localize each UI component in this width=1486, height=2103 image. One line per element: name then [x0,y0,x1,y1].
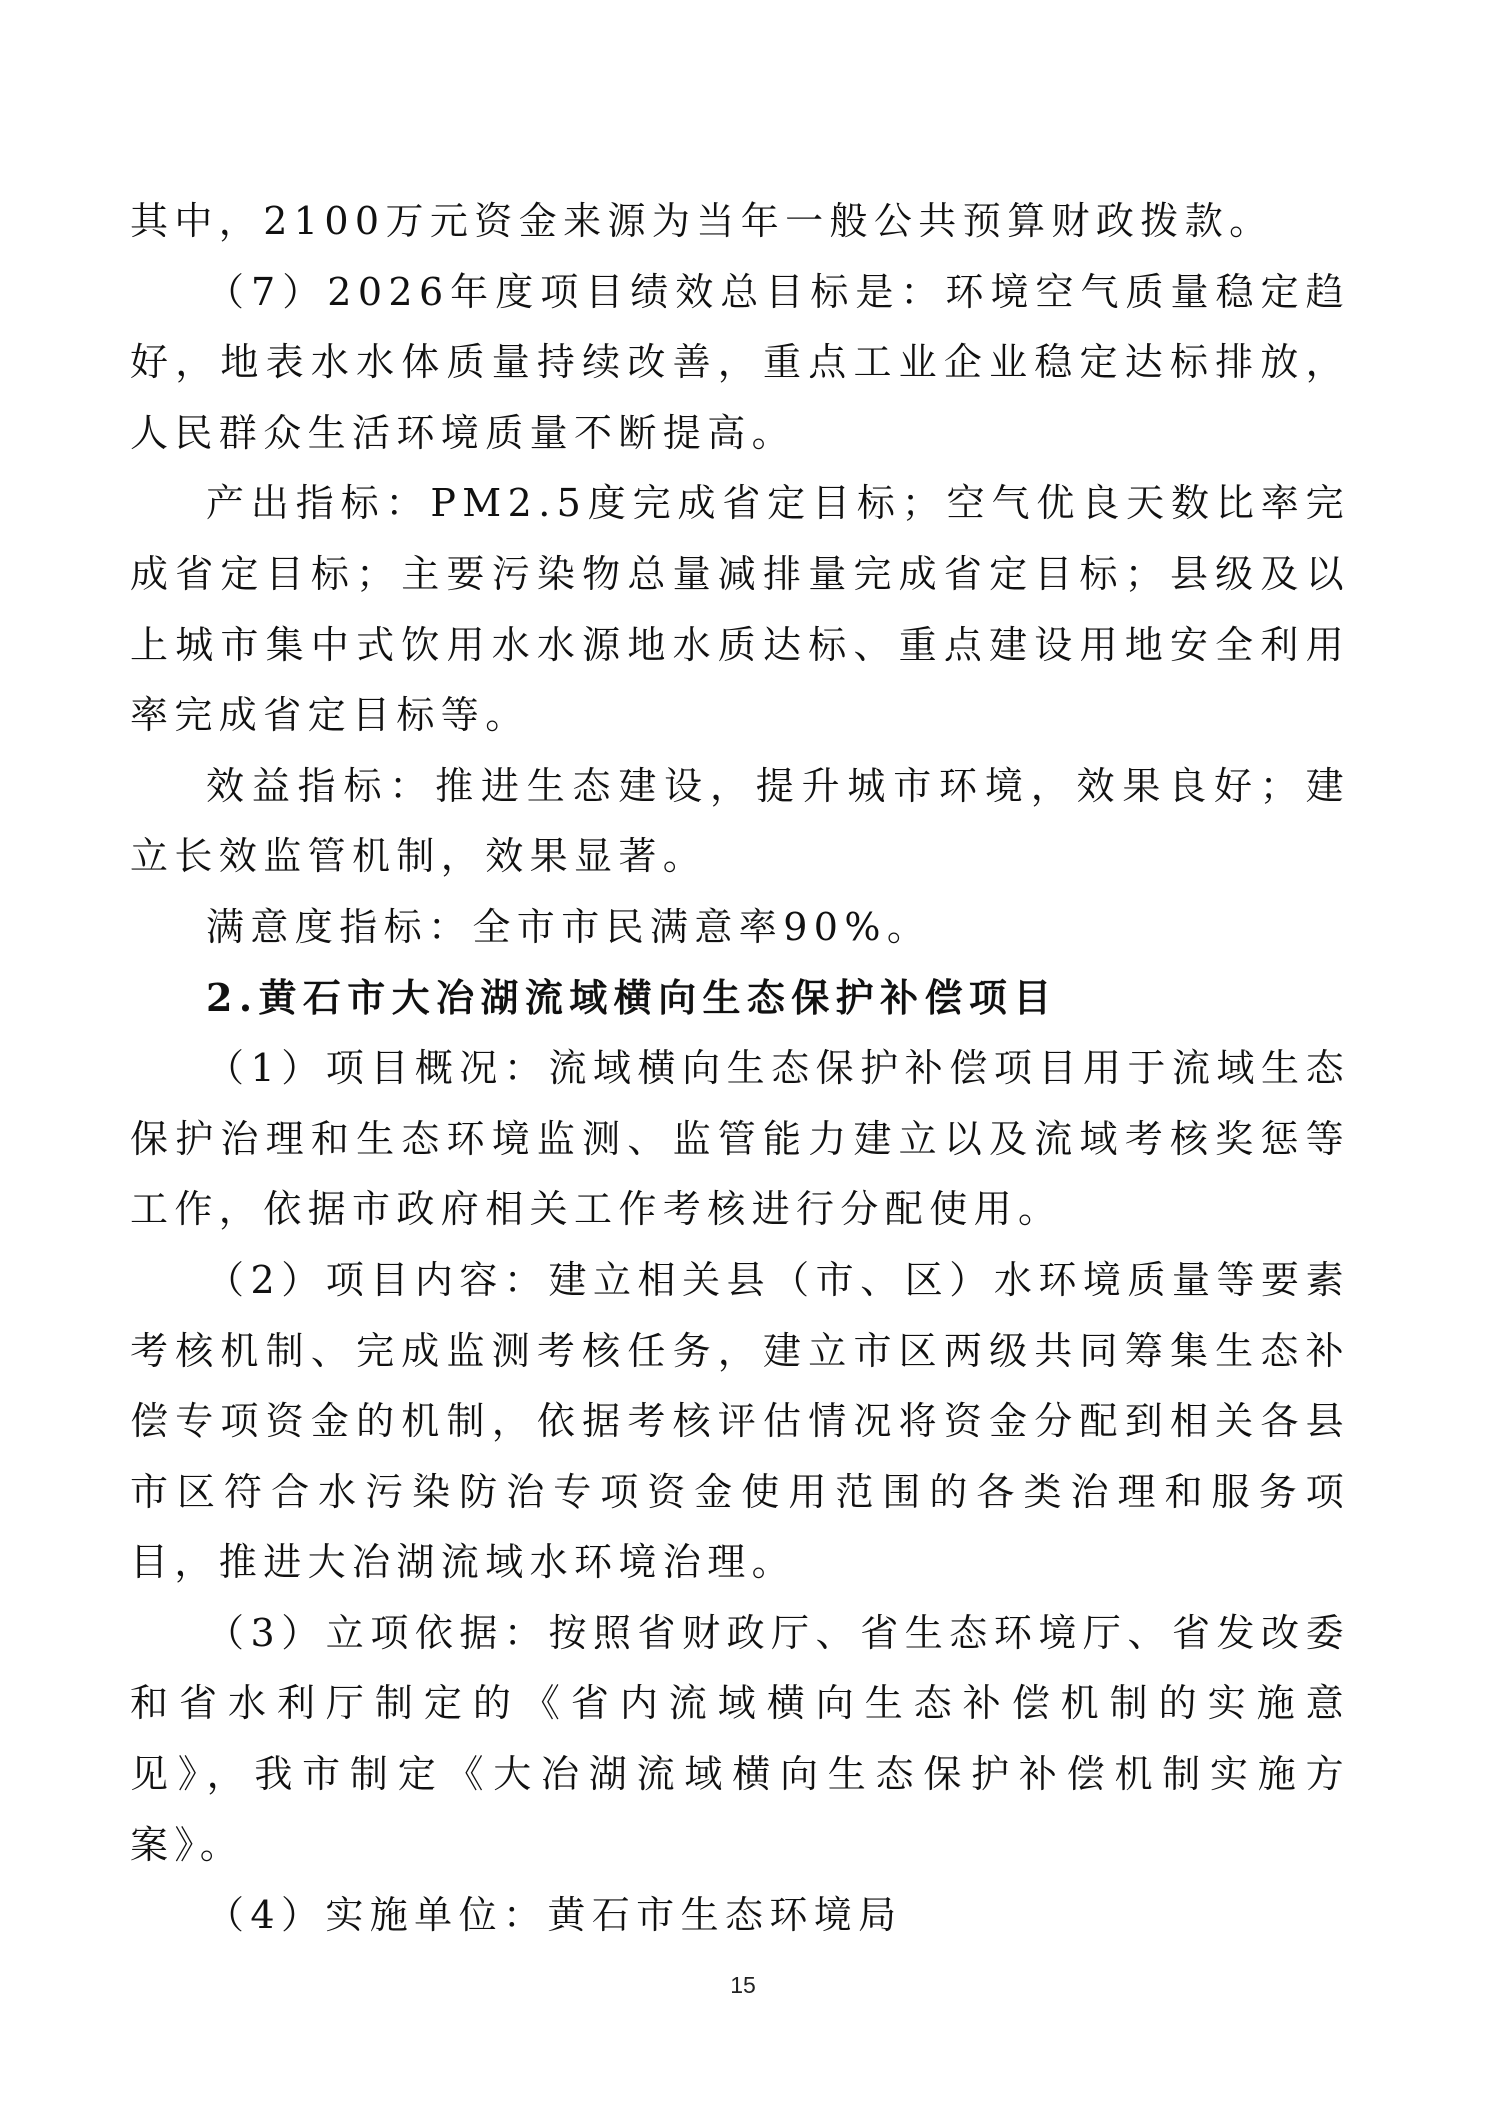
paragraph-performance-goal: （7）2026年度项目绩效总目标是：环境空气质量稳定趋好，地表水水体质量持续改善，重点工业企业稳定达标排放，人民群众生活环境质量不断提高。 [130,269,1350,455]
body-text [130,186,1350,1951]
paragraph-implementing-unit: （4）实施单位：黄石市生态环境局 [206,1893,903,1938]
paragraph-output-indicators: 产出指标：PM2.5度完成省定目标；空气优良天数比率完成省定目标；主要污染物总量减排量完成省定目标；县级及以上城市集中式饮用水水源地水质达标、重点建设用地安全利用率完成省定目标等。 [130,481,1350,738]
paragraph-funding-source: 其中，2100万元资金来源为当年一般公共预算财政拨款。 [130,199,1274,243]
page-number: 15 [730,1972,756,1998]
section-heading-project-2: 2.黄石市大冶湖流域横向生态保护补偿项目 [206,974,1058,1020]
paragraph-project-overview: （1）项目概况：流域横向生态保护补偿项目用于流域生态保护治理和生态环境监测、监管能力建立以及流域考核奖惩等工作，依据市政府相关工作考核进行分配使用。 [130,1046,1350,1232]
paragraph-satisfaction-indicators: 满意度指标：全市市民满意率90%。 [206,904,932,949]
paragraph-benefit-indicators: 效益指标：推进生态建设，提升城市环境，效果良好；建立长效监管机制，效果显著。 [130,763,1350,879]
paragraph-project-basis: （3）立项依据：按照省财政厅、省生态环境厅、省发改委和省水利厅制定的《省内流域横向生态补偿机制的实施意见》，我市制定《大冶湖流域横向生态保护补偿机制实施方案》。 [130,1610,1350,1867]
paragraph-project-content: （2）项目内容：建立相关县（市、区）水环境质量等要素考核机制、完成监测考核任务，建立市区两级共同筹集生态补偿专项资金的机制，依据考核评估情况将资金分配到相关各县市区符合水污染防治专项资金使用范围的各类治理和服务项目，推进大冶湖流域水环境治理。 [130,1257,1350,1585]
